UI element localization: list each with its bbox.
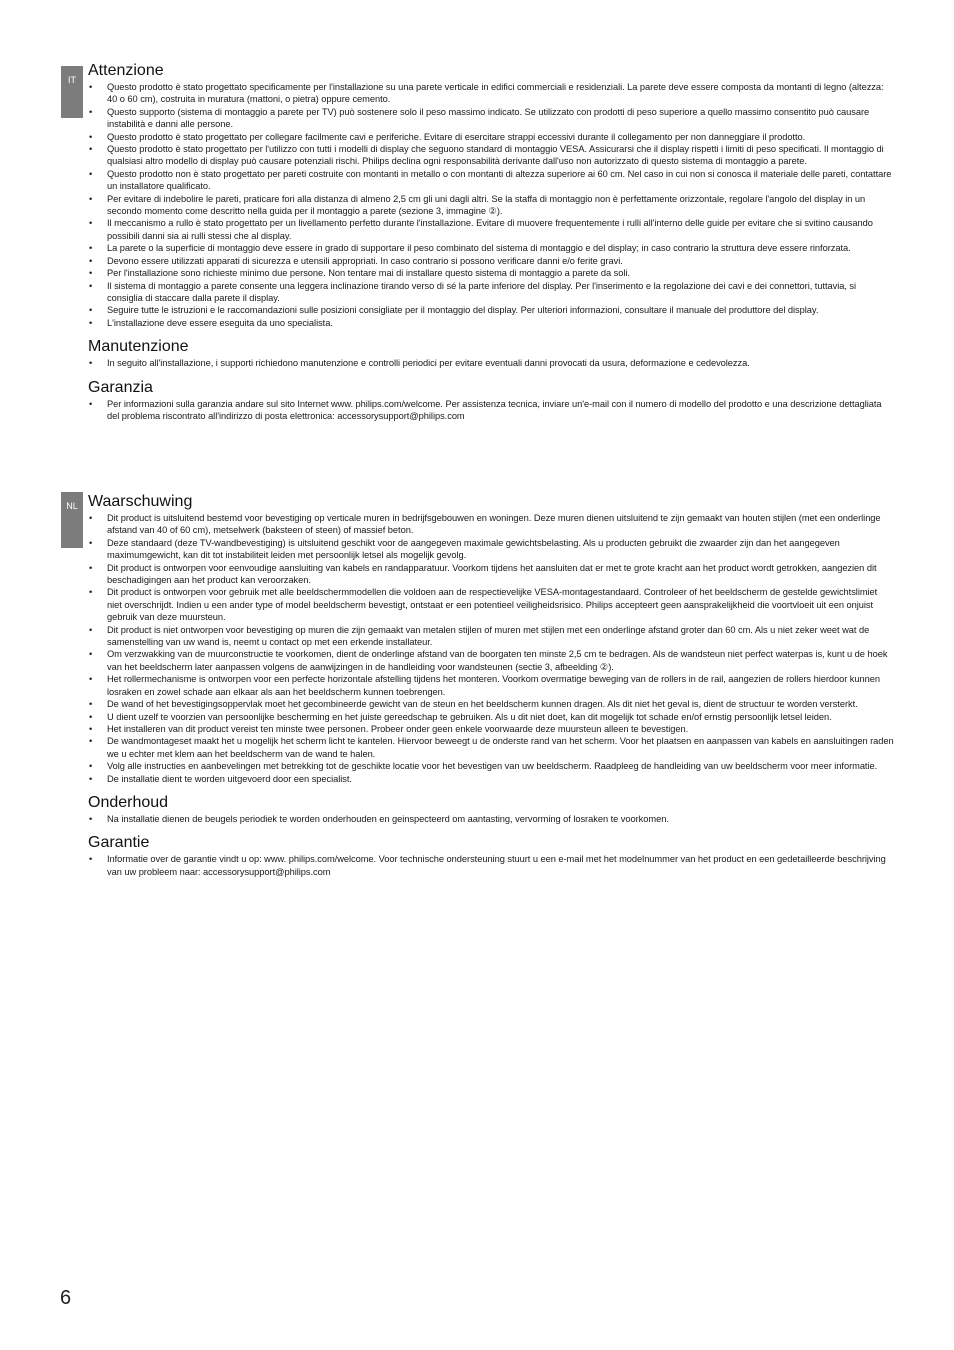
list-item <box>88 760 894 772</box>
list-item <box>88 143 894 168</box>
list-item-text: Questo prodotto è stato progettato per collegare facilmente cavi e periferiche. Evitare di esercitare strappi eccessivi durante il collegamento per non danneggiare il prodotto. <box>107 131 806 142</box>
section-heading: Garantie <box>88 834 150 852</box>
bullet-list <box>88 357 894 369</box>
list-item <box>88 512 894 537</box>
list-item <box>88 106 894 131</box>
bullet-list <box>88 81 894 329</box>
list-item-text: Het rollermechanisme is ontworpen voor een perfecte horizontale afstelling tijdens het monteren. Voorkom overmatige beweging van de rollers in de rail, aangezien de rollers hierdoor kunnen losraken en zowel schade aan elkaar als aan het beeldscherm kunnen toebrengen. <box>107 674 881 697</box>
bullet-icon: • <box>89 624 93 635</box>
list-item-text: La parete o la superficie di montaggio deve essere in grado di supportare il peso combinato del sistema di montaggio e del display; in caso contrario la struttura deve essere rinforzata. <box>107 243 851 254</box>
language-tab-it: IT <box>61 66 83 118</box>
bullet-icon: • <box>89 280 93 291</box>
list-item-text: Volg alle instructies en aanbevelingen met betrekking tot de geschikte locatie voor het bevestigen van uw beeldscherm. Raadpleeg de handleiding van uw beeldscherm voor meer informatie. <box>107 761 878 772</box>
list-item-text: Seguire tutte le istruzioni e le raccomandazioni sulle posizioni consigliate per il montaggio del display. Per ulteriori informazioni, consultare il manuale del produttore del display. <box>107 305 819 316</box>
bullet-icon: • <box>89 131 93 142</box>
list-item-text: Dit product is ontworpen voor gebruik met alle beeldschermmodellen die voldoen aan de respectievelijke VESA-montagestandaard. Controleer of het beeldscherm de gestelde gewichtslimiet niet overschrijdt. Indien u een ander type of model beeldscherm bevestigt, ontstaat er een potentieel veiligheidsrisico. Philips accepteert geen aansprakelijkheid die voortvloeit uit een onjuist gebruik van deze muursteun. <box>107 587 878 623</box>
list-item-text: U dient uzelf te voorzien van persoonlijke bescherming en het juiste gereedschap te gebruiken. Als u dit niet doet, kan dit mogelijk tot schade en/of ernstig persoonlijk letsel leiden. <box>107 711 832 722</box>
bullet-icon: • <box>89 854 93 865</box>
list-item <box>88 131 894 143</box>
list-item-text: Dit product is uitsluitend bestemd voor bevestiging op verticale muren in bedrijfsgebouwen en woningen. Deze muren dienen uitsluitend te zijn gemaakt van houten stijlen (met een onderlinge afstand van 40 of 60 cm), metselwerk (baksteen of steen) of massief beton. <box>107 513 881 536</box>
bullet-icon: • <box>89 761 93 772</box>
italian-section <box>88 61 894 422</box>
bullet-icon: • <box>89 82 93 92</box>
bullet-icon: • <box>89 358 93 369</box>
list-item <box>88 280 894 305</box>
section-heading: Attenzione <box>88 62 164 79</box>
list-item-text: Per informazioni sulla garanzia andare sul sito Internet www. philips.com/welcome. Per assistenza tecnica, inviare un'e-mail con il numero di modello del prodotto e una descrizione dettagliata del problema riscontrato all'indirizzo di posta elettronica: accessorysupport@philips.com <box>107 398 882 421</box>
list-item-text: Na installatie dienen de beugels periodiek te worden onderhouden en geinspecteerd om aantasting, vervorming of losraken te voorkomen. <box>107 813 669 824</box>
list-item <box>88 168 894 193</box>
list-item <box>88 255 894 267</box>
section-heading: Garanzia <box>88 378 153 396</box>
list-item-text: Questo prodotto non è stato progettato per pareti costruite con montanti in metallo o con montanti di altezza superiore ai 60 cm. Nel caso in cui non si conosca il materiale delle pareti, contattare un installatore qualificato. <box>107 168 892 192</box>
section <box>88 337 894 369</box>
bullet-icon: • <box>89 773 93 784</box>
list-item <box>88 217 894 242</box>
dutch-section <box>88 492 894 878</box>
section-heading: Manutenzione <box>88 338 189 356</box>
list-item <box>88 267 894 279</box>
list-item-text: Om verzwakking van de muurconstructie te voorkomen, dient de onderlinge afstand van de boorgaten ten minste 2,5 cm te bedragen. Als de wandsteun niet perfect waterpas is, kunt u de hoek van het beeldscherm later aanpassen volgens de aanwijzingen in de handleiding voor wandsteunen (sectie 3, afbeelding ②). <box>107 649 888 672</box>
list-item <box>88 723 894 735</box>
bullet-list <box>88 512 894 785</box>
section-heading: Onderhoud <box>88 793 169 811</box>
list-item <box>88 711 894 723</box>
bullet-icon: • <box>89 243 93 254</box>
list-item <box>88 357 894 369</box>
bullet-icon: • <box>89 537 93 548</box>
bullet-icon: • <box>89 699 93 710</box>
list-item-text: Informatie over de garantie vindt u op: www. philips.com/welcome. Voor technische ondersteuning stuurt u een e-mail met het modelnummer van het product en een gedetailleerde beschrijving van uw probleem naar: accessorysupport@philips.com <box>107 854 886 877</box>
list-item <box>88 562 894 587</box>
bullet-icon: • <box>89 398 93 409</box>
list-item <box>88 648 894 673</box>
list-item-text: De wandmontageset maakt het u mogelijk het scherm licht te kantelen. Hiervoor beweegt u de onderste rand van het scherm. Voor het plaatsen en aanpassen van kabels en aansluitingen raden we u echter met klem aan het beeldscherm van de wand te halen. <box>107 736 894 759</box>
list-item-text: Dit product is niet ontworpen voor bevestiging op muren die zijn gemaakt van metalen stijlen of muren met stijlen met een onderlinge afstand groter dan 60 cm. Als u niet zeker weet wat de samenstelling van uw wand is, neemt u contact op met een erkende installateur. <box>107 624 870 648</box>
list-item-text: Il sistema di montaggio a parete consente una leggera inclinazione tirando verso di sé la parte inferiore del display. Per l'inserimento e la regolazione dei cavi e dei connettori, tuttavia, si consiglia di staccare dalla parete il display. <box>107 280 857 303</box>
bullet-icon: • <box>89 193 93 204</box>
page-number: 6 <box>60 1287 72 1309</box>
list-item <box>88 853 894 878</box>
list-item-text: Questo prodotto è stato progettato specificamente per l'installazione su una parete verticale in edifici commerciali e residenziali. La parete deve essere composta da montanti di legno (altezza: 40 o 60 cm), costruita in muratura (mattoni, o pietra) oppure cemento. <box>107 82 884 105</box>
list-item <box>88 304 894 316</box>
bullet-icon: • <box>89 562 93 573</box>
section <box>88 378 894 423</box>
list-item <box>88 317 894 329</box>
bullet-list <box>88 853 894 878</box>
list-item <box>88 586 894 623</box>
list-item <box>88 624 894 649</box>
list-item <box>88 193 894 218</box>
bullet-icon: • <box>89 813 93 824</box>
bullet-icon: • <box>89 144 93 155</box>
bullet-icon: • <box>89 723 93 734</box>
section <box>88 793 894 825</box>
list-item-text: L'installazione deve essere eseguita da uno specialista. <box>107 317 333 328</box>
bullet-list <box>88 813 894 825</box>
list-item <box>88 81 894 106</box>
list-item <box>88 813 894 825</box>
list-item <box>88 735 894 760</box>
section <box>88 492 894 785</box>
list-item <box>88 698 894 710</box>
bullet-icon: • <box>89 218 93 229</box>
list-item-text: Deze standaard (deze TV-wandbevestiging) is uitsluitend geschikt voor de aangegeven maximale gewichtsbelasting. Als u producten gebruikt die zwaarder zijn dan het aangegeven maximumgewicht, kan dit tot instabiliteit leiden met persoonlijk letsel als mogelijk gevolg. <box>107 537 840 561</box>
section <box>88 61 894 329</box>
list-item-text: Per l'installazione sono richieste minimo due persone. Non tentare mai di installare questo sistema di montaggio a parete da soli. <box>107 268 630 279</box>
bullet-list <box>88 398 894 423</box>
bullet-icon: • <box>89 106 93 117</box>
bullet-icon: • <box>89 711 93 722</box>
list-item <box>88 398 894 423</box>
list-item-text: De installatie dient te worden uitgevoerd door een specialist. <box>107 773 352 784</box>
language-tab-nl: NL <box>61 492 83 548</box>
bullet-icon: • <box>89 513 93 523</box>
section <box>88 833 894 878</box>
list-item-text: Questo supporto (sistema di montaggio a parete per TV) può sostenere solo il peso massimo indicato. Se utilizzato con prodotti di peso superiore a quello massimo consentito può causare instabilità e danni alle persone. <box>107 106 870 130</box>
bullet-icon: • <box>89 587 93 598</box>
bullet-icon: • <box>89 168 93 179</box>
list-item <box>88 242 894 254</box>
list-item-text: Dit product is ontworpen voor eenvoudige aansluiting van kabels en randapparatuur. Voorkom tijdens het aansluiten dat er met te grote kracht aan het product wordt getrokken, aangezien dit beschadigingen aan het product kan veroorzaken. <box>107 562 877 586</box>
list-item <box>88 773 894 785</box>
list-item-text: De wand of het bevestigingsoppervlak moet het gecombineerde gewicht van de steun en het beeldscherm kunnen dragen. Als dit niet het geval is, dient de structuur te worden versterkt. <box>107 699 858 710</box>
list-item-text: In seguito all'installazione, i supporti richiedono manutenzione e controlli periodici per evitare eventuali danni provocati da usura, deformazione e cedevolezza. <box>107 358 750 369</box>
list-item-text: Questo prodotto è stato progettato per l'utilizzo con tutti i modelli di display che seguono standard di montaggio VESA. Assicurarsi che il display rispetti i limiti di peso specificati. Il montaggio di qualsiasi altro modello di display può causare potenziali rischi. Philips declina ogni responsabilità derivante dall'uso non autorizzato di questo sistema di montaggio a parete. <box>107 144 884 167</box>
bullet-icon: • <box>89 305 93 316</box>
list-item-text: Per evitare di indebolire le pareti, praticare fori alla distanza di almeno 2,5 cm gli uni dagli altri. Se la staffa di montaggio non è perfettamente orizzontale, regolare l'angolo del display in un secondo momento come descritto nella guida per il montaggio a parete (sezione 3, immagine ②). <box>107 193 866 217</box>
bullet-icon: • <box>89 317 93 328</box>
section-heading: Waarschuwing <box>88 493 193 510</box>
bullet-icon: • <box>89 255 93 266</box>
list-item <box>88 537 894 562</box>
bullet-icon: • <box>89 674 93 685</box>
list-item <box>88 673 894 698</box>
list-item-text: Il meccanismo a rullo è stato progettato per un livellamento perfetto durante l'installazione. Evitare di muovere frequentemente i rulli all'interno delle guide per evitare che si svitino causando possibili danni sia ai rulli stessi che al display. <box>107 218 873 241</box>
list-item-text: Het installeren van dit product vereist ten minste twee personen. Probeer onder geen enkele voorwaarde deze muursteun alleen te bevestigen. <box>107 723 689 734</box>
bullet-icon: • <box>89 736 93 747</box>
bullet-icon: • <box>89 268 93 279</box>
bullet-icon: • <box>89 649 93 660</box>
list-item-text: Devono essere utilizzati apparati di sicurezza e utensili appropriati. In caso contrario si possono verificare danni e/o ferite gravi. <box>107 255 623 266</box>
